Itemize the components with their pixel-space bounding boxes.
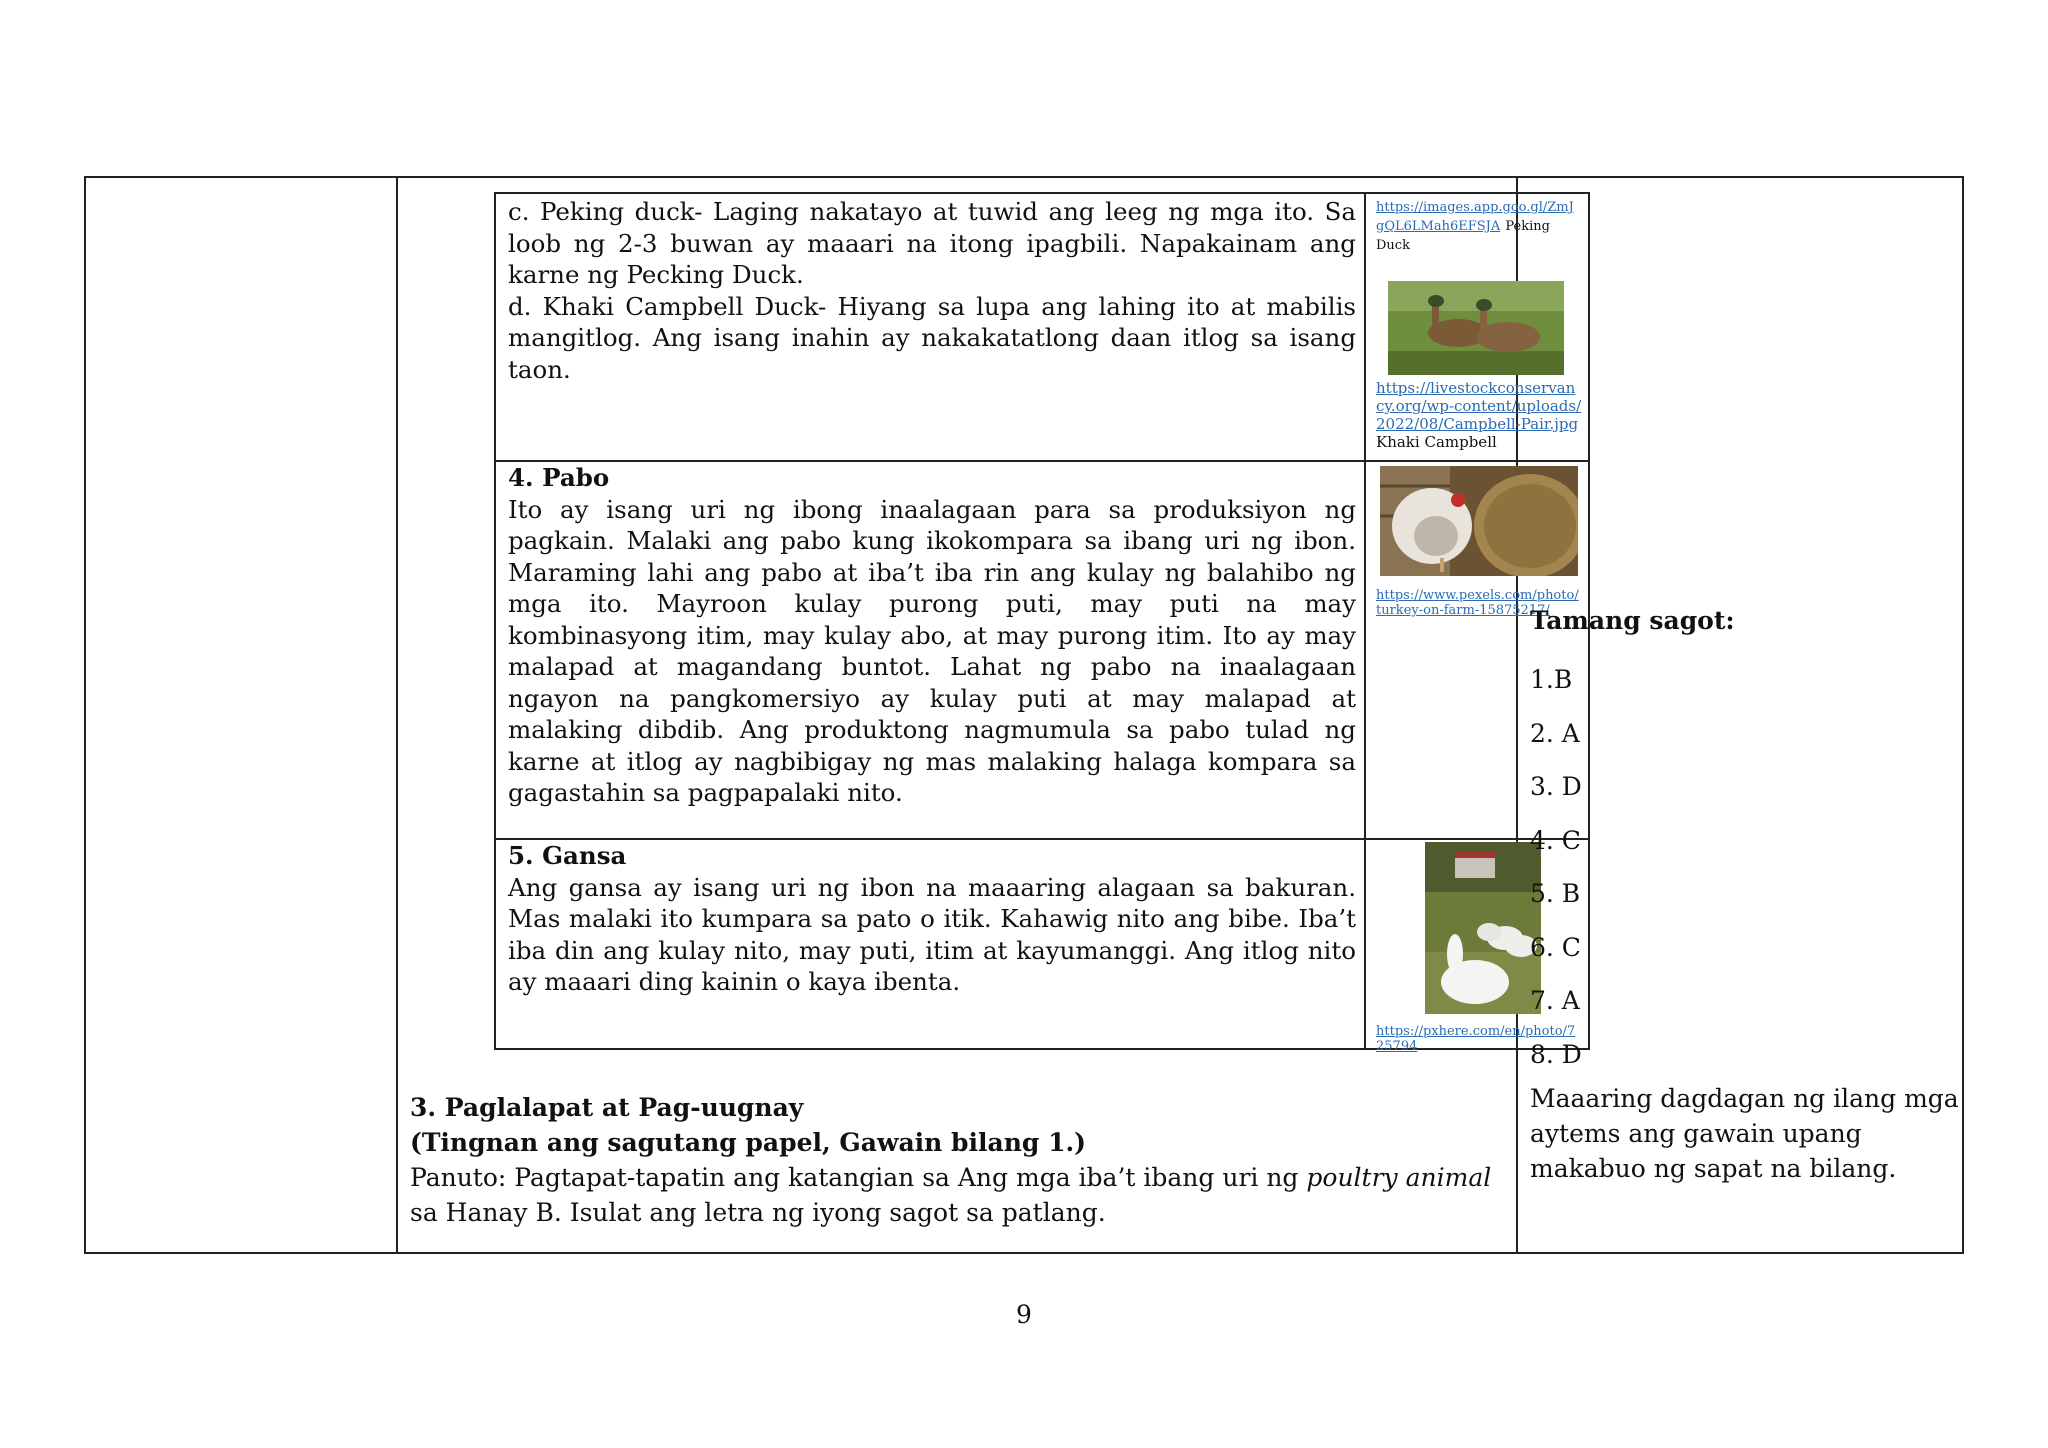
peking-duck-link[interactable]: https://images.app.goo.gl/ZmJgQL6LMah6EFSJA (1376, 200, 1574, 234)
answer-item: 8. D (1530, 1039, 1582, 1069)
application-section (410, 1090, 1510, 1230)
gansa-description (508, 840, 1356, 998)
geese-photo (1425, 842, 1541, 1014)
duck-description (508, 196, 1356, 385)
gansa-paragraph: Ang gansa ay isang uri ng ibon na maaaring alagaan sa bakuran. Mas malaki ito kumpara sa pato o itik. Kahawig nito ang bibe. Iba’t iba din ang kulay nito, may puti, itim at kayumanggi. Ang itlog nito ay maaari ding kainin o kaya ibenta. (508, 872, 1356, 996)
lesson-table (84, 176, 1964, 1254)
khaki-campbell-link[interactable]: https://livestockconservancy.org/wp-content/uploads/2022/08/Campbell-Pair.jpg (1376, 379, 1582, 433)
turkey-photo (1380, 466, 1578, 576)
answer-item: 1.B (1530, 665, 1573, 694)
pabo-heading: 4. Pabo (508, 463, 610, 492)
peking-duck-caption: Peking Duck (1376, 219, 1550, 253)
answer-item: 2. A (1530, 718, 1580, 748)
answer-item: 7. A (1530, 986, 1580, 1015)
section-title: 3. Paglalapat at Pag-uugnay (410, 1093, 804, 1122)
khaki-campbell-paragraph: d. Khaki Campbell Duck- Hiyang sa lupa ang lahing ito at mabilis mangitlog. Ang isang inahin ay nakakatatlong daan itlog sa isang taon. (508, 291, 1356, 384)
inner-column-divider (1364, 194, 1366, 1048)
peking-duck-paragraph: c. Peking duck- Laging nakatayo at tuwid ang leeg ng mga ito. Sa loob ng 2-3 buwan ay maaari na itong ipagbili. Napakainam ang karne ng Pecking Duck. (508, 197, 1356, 289)
instruction-italic: poultry animal (1306, 1163, 1492, 1192)
section-subtitle: (Tingnan ang sagutang papel, Gawain bilang 1.) (410, 1128, 1087, 1157)
answer-key (1530, 606, 1960, 1186)
pabo-description (508, 462, 1356, 809)
answer-title: Tamang sagot: (1530, 606, 1735, 635)
pabo-image-cell (1376, 466, 1582, 618)
answer-note: Maaaring dagdagan ng ilang mga aytems ang gawain upang makabuo ng sapat na bilang. (1530, 1084, 1959, 1183)
section-instruction: Panuto: Pagtapat-tapatin ang katangian sa Ang mga iba’t ibang uri ng poultry animal sa Hanay B. Isulat ang letra ng iyong sagot sa patlang. (410, 1163, 1492, 1227)
column-divider-1 (396, 178, 398, 1252)
gansa-link[interactable]: https://pxhere.com/en/photo/725794 (1376, 1024, 1576, 1054)
duck-image-cell (1376, 196, 1582, 451)
khaki-campbell-caption: Khaki Campbell (1376, 433, 1497, 451)
answer-item: 4. C (1530, 825, 1581, 855)
pabo-paragraph: Ito ay isang uri ng ibong inaalagaan para sa produksiyon ng pagkain. Malaki ang pabo kung ikokompara sa ibang uri ng ibon. Maraming lahi ang pabo at iba’t iba rin ang kulay ng balahibo ng mga ito. Mayroon kulay purong puti, may puti na may kombinasyong itim, may kulay abo, at may purong itim. Ito ay may malapad at magandang buntot. Lahat ng pabo na inaalagaan ngayon na pangkomersiyo ay kulay puti at may malapad at malaking dibdib. Ang produktong nagmumula sa pabo tulad ng karne at itlog ay nagbibigay ng mas malaking halaga kompara sa gagastahin sa pagpapalaki nito. (508, 494, 1356, 807)
answer-item: 3. D (1530, 772, 1582, 801)
pabo-link[interactable]: https://www.pexels.com/photo/turkey-on-farm-15875217/ (1376, 588, 1579, 618)
page-number: 9 (1016, 1300, 1032, 1329)
gansa-heading: 5. Gansa (508, 841, 627, 870)
khaki-campbell-photo (1388, 281, 1564, 375)
answer-item: 6. C (1530, 932, 1581, 962)
answer-item: 5. B (1530, 879, 1581, 908)
